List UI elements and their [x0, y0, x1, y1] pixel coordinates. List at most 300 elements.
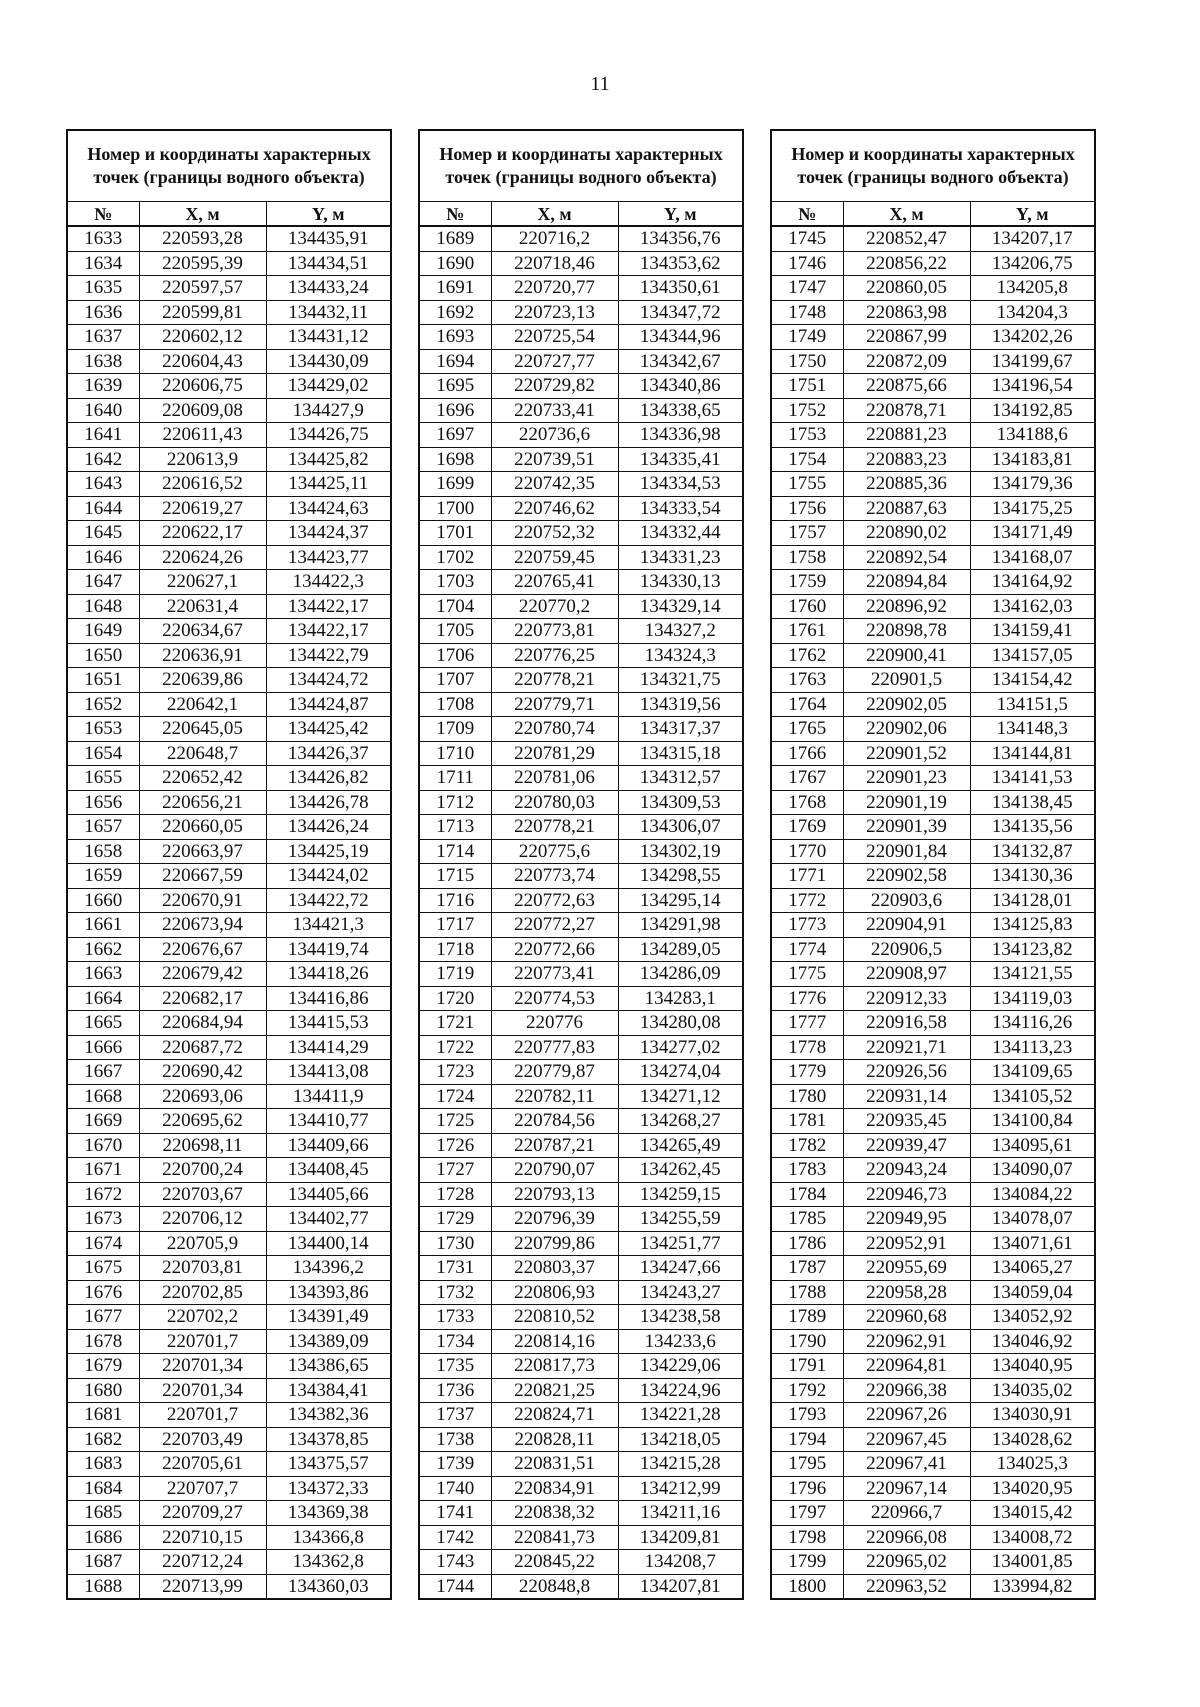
table-row: [771, 570, 1095, 595]
table-caption: Номер и координаты характерных точек (границы водного объекта): [67, 130, 391, 202]
point-number: 1709: [419, 717, 491, 742]
x-coordinate: 220709,27: [139, 1501, 266, 1526]
point-number: 1722: [419, 1035, 491, 1060]
y-coordinate: 134391,49: [266, 1305, 391, 1330]
y-coordinate: 134424,63: [266, 496, 391, 521]
y-coordinate: 134164,92: [970, 570, 1095, 595]
y-coordinate: 134238,58: [618, 1305, 743, 1330]
table-row: [771, 226, 1095, 251]
column-header-x: X, м: [491, 202, 618, 227]
x-coordinate: 220901,39: [843, 815, 970, 840]
y-coordinate: 134274,04: [618, 1060, 743, 1085]
y-coordinate: 134247,66: [618, 1256, 743, 1281]
point-number: 1695: [419, 374, 491, 399]
x-coordinate: 220963,52: [843, 1574, 970, 1599]
y-coordinate: 134229,06: [618, 1354, 743, 1379]
x-coordinate: 220729,82: [491, 374, 618, 399]
table-row: [67, 1280, 391, 1305]
point-number: 1768: [771, 790, 843, 815]
x-coordinate: 220901,19: [843, 790, 970, 815]
y-coordinate: 134162,03: [970, 594, 1095, 619]
x-coordinate: 220772,66: [491, 937, 618, 962]
point-number: 1697: [419, 423, 491, 448]
x-coordinate: 220875,66: [843, 374, 970, 399]
y-coordinate: 134433,24: [266, 276, 391, 301]
table-row: [419, 1256, 743, 1281]
table-row: [67, 888, 391, 913]
x-coordinate: 220803,37: [491, 1256, 618, 1281]
x-coordinate: 220848,8: [491, 1574, 618, 1599]
x-coordinate: 220841,73: [491, 1525, 618, 1550]
y-coordinate: 134431,12: [266, 325, 391, 350]
table-row: [771, 300, 1095, 325]
point-number: 1734: [419, 1329, 491, 1354]
point-number: 1684: [67, 1476, 139, 1501]
x-coordinate: 220752,32: [491, 521, 618, 546]
table-row: [419, 1403, 743, 1428]
table-row: [67, 1550, 391, 1575]
x-coordinate: 220780,03: [491, 790, 618, 815]
point-number: 1757: [771, 521, 843, 546]
x-coordinate: 220611,43: [139, 423, 266, 448]
point-number: 1735: [419, 1354, 491, 1379]
point-number: 1720: [419, 986, 491, 1011]
table-row: [419, 766, 743, 791]
y-coordinate: 134421,3: [266, 913, 391, 938]
table-row: [67, 1476, 391, 1501]
y-coordinate: 134207,81: [618, 1574, 743, 1599]
point-number: 1758: [771, 545, 843, 570]
y-coordinate: 134422,17: [266, 619, 391, 644]
point-number: 1680: [67, 1378, 139, 1403]
point-number: 1702: [419, 545, 491, 570]
table-row: [419, 398, 743, 423]
y-coordinate: 134109,65: [970, 1060, 1095, 1085]
coordinate-table-2: [418, 129, 744, 1600]
x-coordinate: 220821,25: [491, 1378, 618, 1403]
point-number: 1665: [67, 1011, 139, 1036]
table-row: [419, 1133, 743, 1158]
table-row: [67, 1427, 391, 1452]
point-number: 1645: [67, 521, 139, 546]
point-number: 1799: [771, 1550, 843, 1575]
y-coordinate: 134434,51: [266, 251, 391, 276]
table-row: [67, 815, 391, 840]
point-number: 1771: [771, 864, 843, 889]
table-row: [771, 251, 1095, 276]
y-coordinate: 134424,02: [266, 864, 391, 889]
point-number: 1725: [419, 1109, 491, 1134]
point-number: 1729: [419, 1207, 491, 1232]
y-coordinate: 134423,77: [266, 545, 391, 570]
y-coordinate: 134424,87: [266, 692, 391, 717]
table-row: [419, 1207, 743, 1232]
y-coordinate: 134327,2: [618, 619, 743, 644]
y-coordinate: 134100,84: [970, 1109, 1095, 1134]
table-row: [419, 1035, 743, 1060]
table-row: [771, 325, 1095, 350]
x-coordinate: 220867,99: [843, 325, 970, 350]
point-number: 1667: [67, 1060, 139, 1085]
point-number: 1683: [67, 1452, 139, 1477]
x-coordinate: 220908,97: [843, 962, 970, 987]
table-row: [419, 1109, 743, 1134]
table-row: [419, 1011, 743, 1036]
table-row: [419, 986, 743, 1011]
table-row: [67, 276, 391, 301]
table-row: [419, 790, 743, 815]
y-coordinate: 134424,72: [266, 668, 391, 693]
x-coordinate: 220780,74: [491, 717, 618, 742]
point-number: 1775: [771, 962, 843, 987]
point-number: 1773: [771, 913, 843, 938]
y-coordinate: 134015,42: [970, 1501, 1095, 1526]
y-coordinate: 134333,54: [618, 496, 743, 521]
point-number: 1752: [771, 398, 843, 423]
table-row: [67, 1403, 391, 1428]
x-coordinate: 220863,98: [843, 300, 970, 325]
table-row: [771, 1256, 1095, 1281]
point-number: 1763: [771, 668, 843, 693]
x-coordinate: 220602,12: [139, 325, 266, 350]
y-coordinate: 134144,81: [970, 741, 1095, 766]
x-coordinate: 220960,68: [843, 1305, 970, 1330]
y-coordinate: 134221,28: [618, 1403, 743, 1428]
table-row: [67, 986, 391, 1011]
table-row: [419, 1476, 743, 1501]
point-number: 1646: [67, 545, 139, 570]
y-coordinate: 134336,98: [618, 423, 743, 448]
y-coordinate: 134040,95: [970, 1354, 1095, 1379]
y-coordinate: 134309,53: [618, 790, 743, 815]
point-number: 1650: [67, 643, 139, 668]
table-row: [419, 1378, 743, 1403]
x-coordinate: 220720,77: [491, 276, 618, 301]
y-coordinate: 134396,2: [266, 1256, 391, 1281]
y-coordinate: 134090,07: [970, 1158, 1095, 1183]
x-coordinate: 220852,47: [843, 226, 970, 251]
y-coordinate: 134035,02: [970, 1378, 1095, 1403]
x-coordinate: 220706,12: [139, 1207, 266, 1232]
y-coordinate: 134425,82: [266, 447, 391, 472]
point-number: 1641: [67, 423, 139, 448]
y-coordinate: 134382,36: [266, 1403, 391, 1428]
point-number: 1741: [419, 1501, 491, 1526]
column-header-y: Y, м: [970, 202, 1095, 227]
point-number: 1727: [419, 1158, 491, 1183]
y-coordinate: 134204,3: [970, 300, 1095, 325]
x-coordinate: 220593,28: [139, 226, 266, 251]
x-coordinate: 220606,75: [139, 374, 266, 399]
point-number: 1652: [67, 692, 139, 717]
y-coordinate: 134175,25: [970, 496, 1095, 521]
point-number: 1694: [419, 349, 491, 374]
point-number: 1750: [771, 349, 843, 374]
x-coordinate: 220916,58: [843, 1011, 970, 1036]
x-coordinate: 220642,1: [139, 692, 266, 717]
x-coordinate: 220770,2: [491, 594, 618, 619]
point-number: 1673: [67, 1207, 139, 1232]
y-coordinate: 134353,62: [618, 251, 743, 276]
y-coordinate: 134295,14: [618, 888, 743, 913]
x-coordinate: 220622,17: [139, 521, 266, 546]
y-coordinate: 134418,26: [266, 962, 391, 987]
x-coordinate: 220883,23: [843, 447, 970, 472]
point-number: 1640: [67, 398, 139, 423]
y-coordinate: 134375,57: [266, 1452, 391, 1477]
x-coordinate: 220701,34: [139, 1378, 266, 1403]
y-coordinate: 134209,81: [618, 1525, 743, 1550]
y-coordinate: 134408,45: [266, 1158, 391, 1183]
y-coordinate: 134324,3: [618, 643, 743, 668]
x-coordinate: 220831,51: [491, 1452, 618, 1477]
y-coordinate: 134286,09: [618, 962, 743, 987]
x-coordinate: 220778,21: [491, 668, 618, 693]
table-row: [67, 1305, 391, 1330]
table-row: [771, 692, 1095, 717]
point-number: 1698: [419, 447, 491, 472]
point-number: 1688: [67, 1574, 139, 1599]
y-coordinate: 134356,76: [618, 226, 743, 251]
table-row: [419, 1329, 743, 1354]
y-coordinate: 134334,53: [618, 472, 743, 497]
y-coordinate: 134025,3: [970, 1452, 1095, 1477]
y-coordinate: 134315,18: [618, 741, 743, 766]
y-coordinate: 134135,56: [970, 815, 1095, 840]
column-header-y: Y, м: [618, 202, 743, 227]
y-coordinate: 134084,22: [970, 1182, 1095, 1207]
y-coordinate: 134199,67: [970, 349, 1095, 374]
x-coordinate: 220943,24: [843, 1158, 970, 1183]
y-coordinate: 134251,77: [618, 1231, 743, 1256]
y-coordinate: 134277,02: [618, 1035, 743, 1060]
point-number: 1797: [771, 1501, 843, 1526]
x-coordinate: 220673,94: [139, 913, 266, 938]
table-row: [771, 766, 1095, 791]
point-number: 1739: [419, 1452, 491, 1477]
x-coordinate: 220645,05: [139, 717, 266, 742]
point-number: 1651: [67, 668, 139, 693]
x-coordinate: 220723,13: [491, 300, 618, 325]
table-row: [771, 741, 1095, 766]
x-coordinate: 220856,22: [843, 251, 970, 276]
table-row: [771, 1329, 1095, 1354]
x-coordinate: 220707,7: [139, 1476, 266, 1501]
y-coordinate: 134243,27: [618, 1280, 743, 1305]
table-row: [419, 1452, 743, 1477]
x-coordinate: 220597,57: [139, 276, 266, 301]
x-coordinate: 220765,41: [491, 570, 618, 595]
y-coordinate: 134205,8: [970, 276, 1095, 301]
table-row: [771, 349, 1095, 374]
table-row: [67, 1084, 391, 1109]
y-coordinate: 134207,17: [970, 226, 1095, 251]
point-number: 1755: [771, 472, 843, 497]
y-coordinate: 134332,44: [618, 521, 743, 546]
point-number: 1706: [419, 643, 491, 668]
point-number: 1744: [419, 1574, 491, 1599]
point-number: 1715: [419, 864, 491, 889]
y-coordinate: 134159,41: [970, 619, 1095, 644]
column-header-number: №: [419, 202, 491, 227]
point-number: 1737: [419, 1403, 491, 1428]
y-coordinate: 134432,11: [266, 300, 391, 325]
table-row: [771, 986, 1095, 1011]
point-number: 1672: [67, 1182, 139, 1207]
y-coordinate: 134389,09: [266, 1329, 391, 1354]
x-coordinate: 220705,9: [139, 1231, 266, 1256]
x-coordinate: 220921,71: [843, 1035, 970, 1060]
table-row: [771, 1427, 1095, 1452]
point-number: 1678: [67, 1329, 139, 1354]
x-coordinate: 220718,46: [491, 251, 618, 276]
point-number: 1703: [419, 570, 491, 595]
point-number: 1765: [771, 717, 843, 742]
y-coordinate: 134338,65: [618, 398, 743, 423]
table-row: [771, 1133, 1095, 1158]
y-coordinate: 134141,53: [970, 766, 1095, 791]
x-coordinate: 220773,41: [491, 962, 618, 987]
x-coordinate: 220781,06: [491, 766, 618, 791]
x-coordinate: 220676,67: [139, 937, 266, 962]
x-coordinate: 220710,15: [139, 1525, 266, 1550]
table-row: [67, 496, 391, 521]
y-coordinate: 134422,79: [266, 643, 391, 668]
table-row: [771, 496, 1095, 521]
point-number: 1738: [419, 1427, 491, 1452]
table-row: [771, 937, 1095, 962]
x-coordinate: 220901,52: [843, 741, 970, 766]
x-coordinate: 220663,97: [139, 839, 266, 864]
point-number: 1716: [419, 888, 491, 913]
table-row: [67, 1109, 391, 1134]
x-coordinate: 220939,47: [843, 1133, 970, 1158]
x-coordinate: 220716,2: [491, 226, 618, 251]
x-coordinate: 220599,81: [139, 300, 266, 325]
y-coordinate: 134317,37: [618, 717, 743, 742]
table-row: [419, 226, 743, 251]
y-coordinate: 134410,77: [266, 1109, 391, 1134]
x-coordinate: 220967,41: [843, 1452, 970, 1477]
table-row: [771, 1403, 1095, 1428]
table-row: [67, 1256, 391, 1281]
x-coordinate: 220790,07: [491, 1158, 618, 1183]
point-number: 1788: [771, 1280, 843, 1305]
y-coordinate: 134411,9: [266, 1084, 391, 1109]
table-row: [419, 692, 743, 717]
y-coordinate: 134208,7: [618, 1550, 743, 1575]
x-coordinate: 220779,87: [491, 1060, 618, 1085]
y-coordinate: 134218,05: [618, 1427, 743, 1452]
y-coordinate: 134130,36: [970, 864, 1095, 889]
point-number: 1712: [419, 790, 491, 815]
point-number: 1778: [771, 1035, 843, 1060]
point-number: 1798: [771, 1525, 843, 1550]
y-coordinate: 134113,23: [970, 1035, 1095, 1060]
point-number: 1756: [771, 496, 843, 521]
y-coordinate: 134426,37: [266, 741, 391, 766]
x-coordinate: 220828,11: [491, 1427, 618, 1452]
column-header-x: X, м: [843, 202, 970, 227]
point-number: 1637: [67, 325, 139, 350]
table-row: [419, 1354, 743, 1379]
point-number: 1761: [771, 619, 843, 644]
x-coordinate: 220705,61: [139, 1452, 266, 1477]
table-row: [771, 888, 1095, 913]
table-row: [419, 570, 743, 595]
point-number: 1753: [771, 423, 843, 448]
x-coordinate: 220834,91: [491, 1476, 618, 1501]
point-number: 1656: [67, 790, 139, 815]
point-number: 1794: [771, 1427, 843, 1452]
table-row: [771, 472, 1095, 497]
point-number: 1635: [67, 276, 139, 301]
y-coordinate: 134384,41: [266, 1378, 391, 1403]
y-coordinate: 134430,09: [266, 349, 391, 374]
point-number: 1701: [419, 521, 491, 546]
point-number: 1736: [419, 1378, 491, 1403]
table-row: [419, 1427, 743, 1452]
point-number: 1662: [67, 937, 139, 962]
table-row: [67, 398, 391, 423]
y-coordinate: 134212,99: [618, 1476, 743, 1501]
table-row: [67, 325, 391, 350]
point-number: 1777: [771, 1011, 843, 1036]
point-number: 1770: [771, 839, 843, 864]
table-row: [67, 300, 391, 325]
x-coordinate: 220902,06: [843, 717, 970, 742]
table-row: [419, 815, 743, 840]
table-row: [67, 766, 391, 791]
x-coordinate: 220793,13: [491, 1182, 618, 1207]
x-coordinate: 220703,81: [139, 1256, 266, 1281]
y-coordinate: 134121,55: [970, 962, 1095, 987]
x-coordinate: 220652,42: [139, 766, 266, 791]
y-coordinate: 134179,36: [970, 472, 1095, 497]
y-coordinate: 134414,29: [266, 1035, 391, 1060]
x-coordinate: 220774,53: [491, 986, 618, 1011]
x-coordinate: 220698,11: [139, 1133, 266, 1158]
y-coordinate: 134366,8: [266, 1525, 391, 1550]
point-number: 1776: [771, 986, 843, 1011]
table-row: [419, 374, 743, 399]
table-row: [771, 1452, 1095, 1477]
table-row: [67, 717, 391, 742]
table-row: [771, 1084, 1095, 1109]
point-number: 1668: [67, 1084, 139, 1109]
table-row: [771, 913, 1095, 938]
y-coordinate: 134427,9: [266, 398, 391, 423]
x-coordinate: 220776,25: [491, 643, 618, 668]
y-coordinate: 134424,37: [266, 521, 391, 546]
x-coordinate: 220872,09: [843, 349, 970, 374]
table-row: [771, 864, 1095, 889]
x-coordinate: 220619,27: [139, 496, 266, 521]
table-row: [771, 1158, 1095, 1183]
point-number: 1719: [419, 962, 491, 987]
point-number: 1687: [67, 1550, 139, 1575]
x-coordinate: 220733,41: [491, 398, 618, 423]
x-coordinate: 220742,35: [491, 472, 618, 497]
point-number: 1787: [771, 1256, 843, 1281]
y-coordinate: 134123,82: [970, 937, 1095, 962]
point-number: 1644: [67, 496, 139, 521]
table-row: [67, 1378, 391, 1403]
x-coordinate: 220967,45: [843, 1427, 970, 1452]
point-number: 1714: [419, 839, 491, 864]
point-number: 1748: [771, 300, 843, 325]
x-coordinate: 220814,16: [491, 1329, 618, 1354]
